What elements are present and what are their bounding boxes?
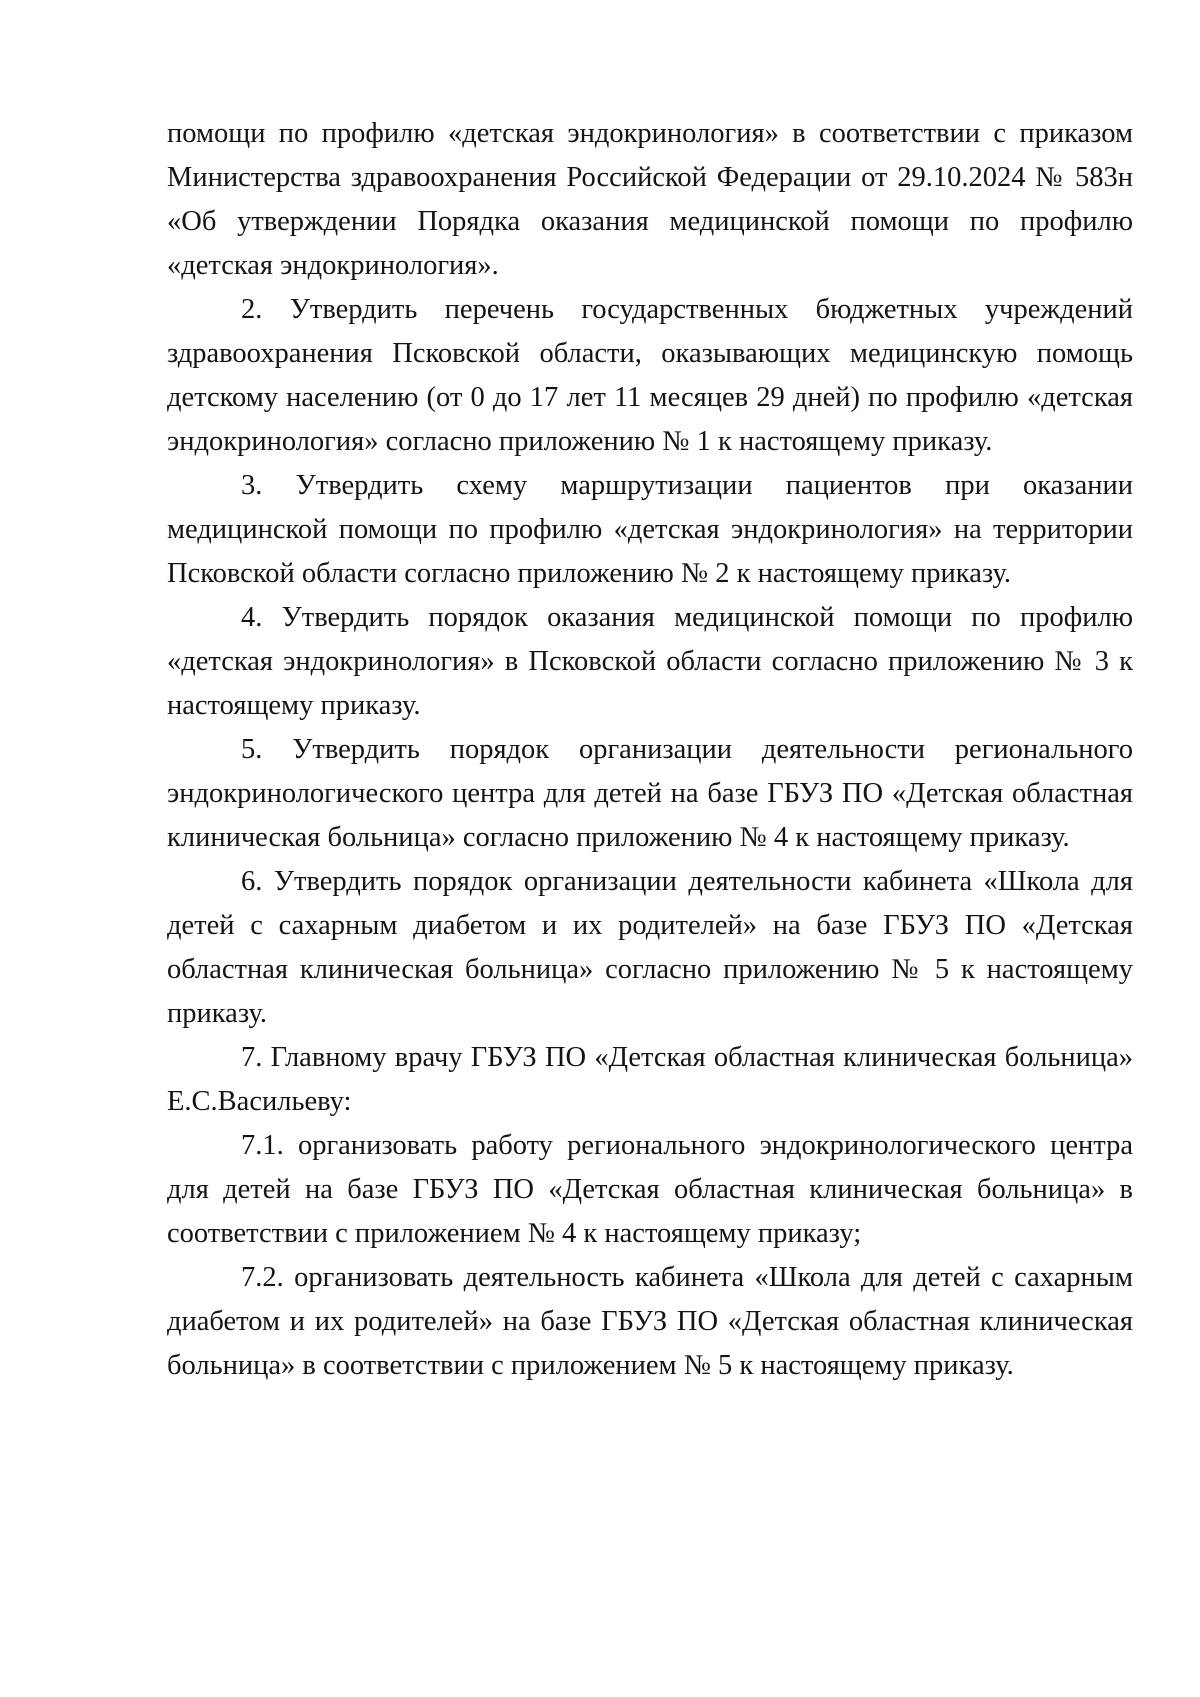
paragraph-item-7-2: 7.2. организовать деятельность кабинета «Школа для детей с сахарным диабетом и их родителей» на базе ГБУЗ ПО «Детская областная клиническая больница» в соответствии с приложением № 5 к настоящему приказу. bbox=[167, 1262, 1133, 1381]
paragraph-item-7: 7. Главному врачу ГБУЗ ПО «Детская областная клиническая больница» Е.С.Васильеву: bbox=[167, 1042, 1133, 1117]
paragraph-item-6: 6. Утвердить порядок организации деятельности кабинета «Школа для детей с сахарным диабетом и их родителей» на базе ГБУЗ ПО «Детская областная клиническая больница» согласно приложению № 5 к настоящему приказу. bbox=[167, 866, 1133, 1029]
document-body bbox=[167, 112, 1133, 1388]
paragraph-item-4: 4. Утвердить порядок оказания медицинской помощи по профилю «детская эндокринология» в Псковской области согласно приложению № 3 к настоящему приказу. bbox=[167, 602, 1133, 721]
paragraph-continuation: помощи по профилю «детская эндокринология» в соответствии с приказом Министерства здравоохранения Российской Федерации от 29.10.2024 № 583н «Об утверждении Порядка оказания медицинской помощи по профилю «детская эндокринология». bbox=[167, 118, 1133, 281]
paragraph-item-7-1: 7.1. организовать работу регионального эндокринологического центра для детей на базе ГБУЗ ПО «Детская областная клиническая больница» в соответствии с приложением № 4 к настоящему приказу; bbox=[167, 1130, 1133, 1249]
paragraph-item-3: 3. Утвердить схему маршрутизации пациентов при оказании медицинской помощи по профилю «детская эндокринология» на территории Псковской области согласно приложению № 2 к настоящему приказу. bbox=[167, 470, 1133, 589]
paragraph-item-2: 2. Утвердить перечень государственных бюджетных учреждений здравоохранения Псковской области, оказывающих медицинскую помощь детскому населению (от 0 до 17 лет 11 месяцев 29 дней) по профилю «детская эндокринология» согласно приложению № 1 к настоящему приказу. bbox=[167, 294, 1133, 457]
paragraph-item-5: 5. Утвердить порядок организации деятельности регионального эндокринологического центра для детей на базе ГБУЗ ПО «Детская областная клиническая больница» согласно приложению № 4 к настоящему приказу. bbox=[167, 734, 1133, 853]
